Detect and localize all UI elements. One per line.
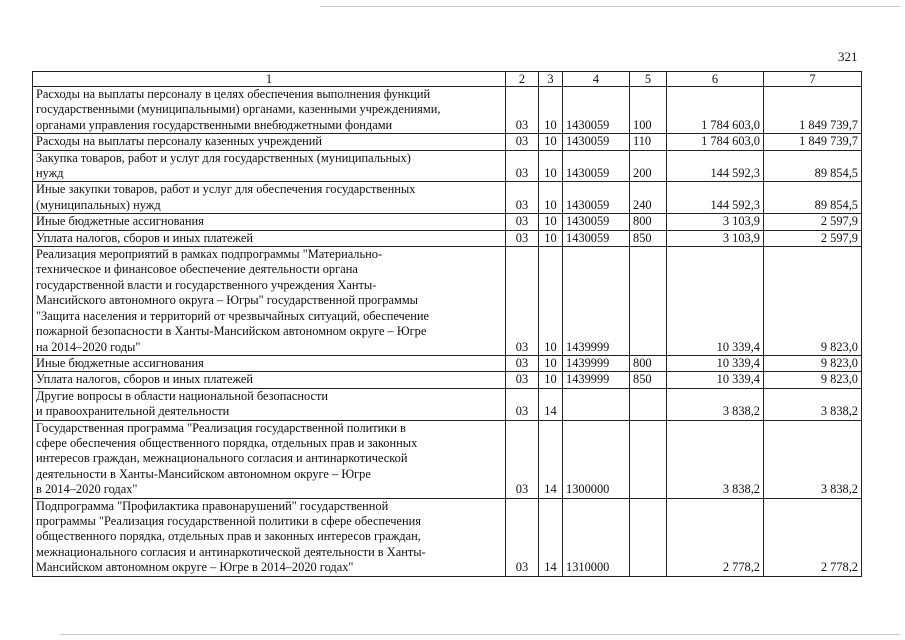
amount-2016-cell: 2 597,9 (764, 230, 862, 246)
target-article-cell: 1430059 (563, 182, 630, 214)
amount-2015-cell: 2 778,2 (667, 498, 764, 576)
header-col-4: 4 (563, 72, 630, 87)
target-article-cell: 1439999 (563, 247, 630, 356)
amount-2015-cell: 144 592,3 (667, 150, 764, 182)
section-cell: 03 (506, 388, 539, 420)
amount-2015-cell: 1 784 603,0 (667, 134, 764, 150)
row-name-cell: Подпрограмма "Профилактика правонарушений" государственной программы "Реализация государственной политики в сфере обеспечения общественного порядка, отдельных прав и законных интересов граждан, межнационального согласия и антинаркотической деятельности в Ханты- Мансийском автономном округе – Югре в 2014–2020 годах" (33, 498, 506, 576)
table-row (33, 182, 862, 214)
expense-type-cell: 200 (630, 150, 667, 182)
subsection-cell: 10 (539, 87, 563, 134)
target-article-cell: 1430059 (563, 134, 630, 150)
table-row (33, 247, 862, 356)
section-cell: 03 (506, 230, 539, 246)
row-name-cell: Иные закупки товаров, работ и услуг для обеспечения государственных (муниципальных) нужд (33, 182, 506, 214)
subsection-cell: 10 (539, 214, 563, 230)
section-cell: 03 (506, 214, 539, 230)
expense-type-cell (630, 498, 667, 576)
amount-2016-cell: 1 849 739,7 (764, 87, 862, 134)
table-body (33, 87, 862, 577)
row-name-cell: Закупка товаров, работ и услуг для государственных (муниципальных) нужд (33, 150, 506, 182)
amount-2016-cell: 9 823,0 (764, 355, 862, 371)
subsection-cell: 14 (539, 420, 563, 498)
budget-table (32, 71, 862, 577)
page-number: 321 (838, 49, 858, 64)
table-row (33, 134, 862, 150)
expense-type-cell (630, 247, 667, 356)
target-article-cell: 1430059 (563, 214, 630, 230)
table-row (33, 230, 862, 246)
expense-type-cell: 800 (630, 214, 667, 230)
subsection-cell: 10 (539, 230, 563, 246)
section-cell: 03 (506, 247, 539, 356)
scan-artifact-bottom (60, 634, 900, 635)
expense-type-cell: 850 (630, 230, 667, 246)
table-row (33, 87, 862, 134)
subsection-cell: 14 (539, 498, 563, 576)
amount-2016-cell: 2 778,2 (764, 498, 862, 576)
subsection-cell: 10 (539, 134, 563, 150)
table-row (33, 214, 862, 230)
subsection-cell: 10 (539, 372, 563, 388)
amount-2015-cell: 3 838,2 (667, 420, 764, 498)
section-cell: 03 (506, 420, 539, 498)
section-cell: 03 (506, 182, 539, 214)
section-cell: 03 (506, 372, 539, 388)
expense-type-cell: 100 (630, 87, 667, 134)
subsection-cell: 14 (539, 388, 563, 420)
subsection-cell: 10 (539, 247, 563, 356)
target-article-cell: 1430059 (563, 87, 630, 134)
amount-2015-cell: 10 339,4 (667, 355, 764, 371)
section-cell: 03 (506, 355, 539, 371)
target-article-cell: 1439999 (563, 355, 630, 371)
row-name-cell: Уплата налогов, сборов и иных платежей (33, 372, 506, 388)
target-article-cell: 1439999 (563, 372, 630, 388)
header-col-7: 7 (764, 72, 862, 87)
expense-type-cell: 850 (630, 372, 667, 388)
row-name-cell: Реализация мероприятий в рамках подпрограммы "Материально- техническое и финансовое обеспечение деятельности органа государственной власти и государственного учреждения Ханты- Мансийского автономного округа – Югры" государственной программы "Защита населения и территорий от чрезвычайных ситуаций, обеспечение пожарной безопасности в Ханты-Мансийском автономном округе – Югре на 2014–2020 годы" (33, 247, 506, 356)
amount-2015-cell: 3 103,9 (667, 214, 764, 230)
row-name-cell: Расходы на выплаты персоналу казенных учреждений (33, 134, 506, 150)
amount-2016-cell: 1 849 739,7 (764, 134, 862, 150)
table-row (33, 372, 862, 388)
table-row (33, 498, 862, 576)
table-row (33, 150, 862, 182)
amount-2016-cell: 89 854,5 (764, 182, 862, 214)
row-name-cell: Уплата налогов, сборов и иных платежей (33, 230, 506, 246)
row-name-cell: Другие вопросы в области национальной безопасности и правоохранительной деятельности (33, 388, 506, 420)
target-article-cell: 1310000 (563, 498, 630, 576)
table-row (33, 420, 862, 498)
row-name-cell: Государственная программа "Реализация государственной политики в сфере обеспечения общественного порядка, отдельных прав и законных интересов граждан, межнационального согласия и антинаркотической деятельности в Ханты-Мансийском автономном округе – Югре в 2014–2020 годах" (33, 420, 506, 498)
row-name-cell: Расходы на выплаты персоналу в целях обеспечения выполнения функций государственными (муниципальными) органами, казенными учреждениями, органами управления государственными внебюджетными фондами (33, 87, 506, 134)
scan-artifact-top (320, 6, 900, 7)
target-article-cell: 1430059 (563, 230, 630, 246)
expense-type-cell: 240 (630, 182, 667, 214)
header-col-1: 1 (33, 72, 506, 87)
section-cell: 03 (506, 150, 539, 182)
header-col-5: 5 (630, 72, 667, 87)
section-cell: 03 (506, 134, 539, 150)
section-cell: 03 (506, 498, 539, 576)
row-name-cell: Иные бюджетные ассигнования (33, 214, 506, 230)
amount-2016-cell: 2 597,9 (764, 214, 862, 230)
target-article-cell: 1300000 (563, 420, 630, 498)
amount-2016-cell: 3 838,2 (764, 420, 862, 498)
amount-2015-cell: 3 103,9 (667, 230, 764, 246)
expense-type-cell (630, 388, 667, 420)
amount-2015-cell: 144 592,3 (667, 182, 764, 214)
row-name-cell: Иные бюджетные ассигнования (33, 355, 506, 371)
amount-2016-cell: 3 838,2 (764, 388, 862, 420)
amount-2015-cell: 10 339,4 (667, 247, 764, 356)
header-row (33, 72, 862, 87)
header-col-6: 6 (667, 72, 764, 87)
expense-type-cell (630, 420, 667, 498)
subsection-cell: 10 (539, 182, 563, 214)
amount-2015-cell: 1 784 603,0 (667, 87, 764, 134)
amount-2016-cell: 9 823,0 (764, 372, 862, 388)
subsection-cell: 10 (539, 355, 563, 371)
expense-type-cell: 110 (630, 134, 667, 150)
header-col-3: 3 (539, 72, 563, 87)
target-article-cell (563, 388, 630, 420)
subsection-cell: 10 (539, 150, 563, 182)
amount-2015-cell: 10 339,4 (667, 372, 764, 388)
target-article-cell: 1430059 (563, 150, 630, 182)
header-col-2: 2 (506, 72, 539, 87)
section-cell: 03 (506, 87, 539, 134)
amount-2015-cell: 3 838,2 (667, 388, 764, 420)
table-row (33, 355, 862, 371)
amount-2016-cell: 89 854,5 (764, 150, 862, 182)
table-row (33, 388, 862, 420)
amount-2016-cell: 9 823,0 (764, 247, 862, 356)
expense-type-cell: 800 (630, 355, 667, 371)
